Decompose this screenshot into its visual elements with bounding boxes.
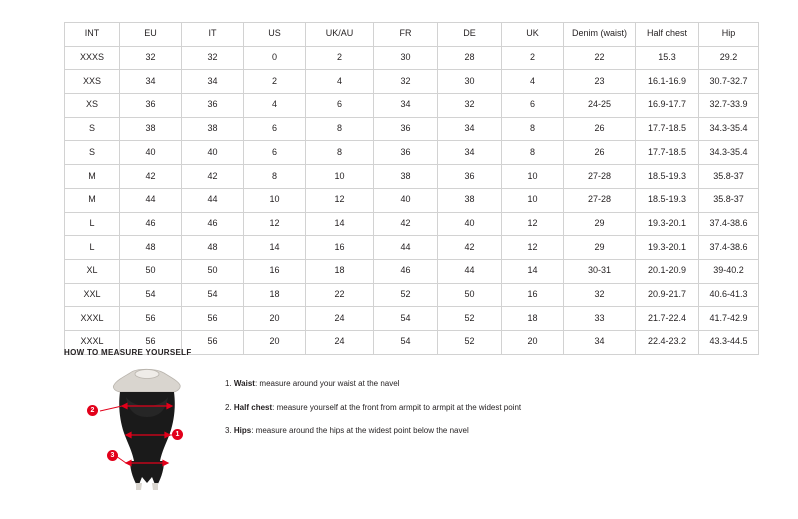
table-cell: 18.5-19.3: [636, 188, 699, 212]
table-cell: 0: [244, 46, 306, 70]
table-cell: 42: [374, 212, 438, 236]
table-cell: 44: [182, 188, 244, 212]
table-cell: 36: [374, 141, 438, 165]
table-cell: 52: [438, 330, 502, 354]
table-cell: 32: [564, 283, 636, 307]
size-label-cell: XXXS: [65, 46, 120, 70]
table-cell: 16: [244, 259, 306, 283]
table-cell: 23: [564, 70, 636, 94]
table-cell: 12: [502, 236, 564, 260]
table-row: [65, 94, 759, 118]
instruction-text: : measure yourself at the front from armpit to armpit at the widest point: [272, 402, 522, 412]
table-cell: 10: [502, 165, 564, 189]
table-cell: 37.4-38.6: [699, 236, 759, 260]
table-cell: 30-31: [564, 259, 636, 283]
how-to-measure-section: [64, 348, 734, 490]
table-cell: 14: [502, 259, 564, 283]
column-header: Hip: [699, 23, 759, 47]
table-cell: 56: [120, 330, 182, 354]
column-header: IT: [182, 23, 244, 47]
table-cell: 41.7-42.9: [699, 307, 759, 331]
table-cell: 54: [120, 283, 182, 307]
table-cell: 12: [502, 212, 564, 236]
table-cell: 19.3-20.1: [636, 212, 699, 236]
table-cell: 40: [374, 188, 438, 212]
table-cell: 34.3-35.4: [699, 141, 759, 165]
table-cell: 30: [438, 70, 502, 94]
table-cell: 39-40.2: [699, 259, 759, 283]
table-row: [65, 307, 759, 331]
column-header: EU: [120, 23, 182, 47]
size-label-cell: S: [65, 117, 120, 141]
table-cell: 29: [564, 212, 636, 236]
figure-badge-3: 3: [107, 450, 118, 461]
table-row: [65, 46, 759, 70]
table-cell: 4: [244, 94, 306, 118]
table-cell: 20: [244, 307, 306, 331]
table-cell: 56: [182, 307, 244, 331]
table-cell: 8: [244, 165, 306, 189]
table-cell: 26: [564, 117, 636, 141]
table-cell: 34: [438, 141, 502, 165]
table-cell: 18: [502, 307, 564, 331]
table-cell: 18: [306, 259, 374, 283]
table-cell: 22.4-23.2: [636, 330, 699, 354]
measure-instructions-list: [225, 365, 521, 450]
table-cell: 36: [182, 94, 244, 118]
table-cell: 16.9-17.7: [636, 94, 699, 118]
measure-instruction-2: [225, 403, 521, 413]
table-cell: 42: [182, 165, 244, 189]
table-cell: 32: [438, 94, 502, 118]
table-cell: 24-25: [564, 94, 636, 118]
table-cell: 50: [438, 283, 502, 307]
size-label-cell: XXS: [65, 70, 120, 94]
column-header: Half chest: [636, 23, 699, 47]
table-cell: 37.4-38.6: [699, 212, 759, 236]
table-cell: 10: [502, 188, 564, 212]
table-cell: 40: [120, 141, 182, 165]
table-cell: 14: [244, 236, 306, 260]
table-cell: 52: [374, 283, 438, 307]
table-cell: 34: [438, 117, 502, 141]
column-header: US: [244, 23, 306, 47]
table-cell: 20: [244, 330, 306, 354]
table-cell: 16.1-16.9: [636, 70, 699, 94]
table-row: [65, 188, 759, 212]
instruction-number: 3.: [225, 426, 234, 436]
table-cell: 29: [564, 236, 636, 260]
instruction-number: 1.: [225, 379, 234, 388]
table-cell: 24: [306, 307, 374, 331]
size-label-cell: L: [65, 212, 120, 236]
table-cell: 40.6-41.3: [699, 283, 759, 307]
table-cell: 2: [502, 46, 564, 70]
table-cell: 34.3-35.4: [699, 117, 759, 141]
column-header: UK: [502, 23, 564, 47]
table-cell: 46: [120, 212, 182, 236]
table-row: [65, 70, 759, 94]
size-label-cell: L: [65, 236, 120, 260]
table-cell: 17.7-18.5: [636, 117, 699, 141]
table-cell: 6: [244, 117, 306, 141]
size-label-cell: XS: [65, 94, 120, 118]
table-cell: 12: [306, 188, 374, 212]
instruction-text: : measure around your waist at the navel: [254, 379, 400, 388]
table-row: [65, 236, 759, 260]
table-row: [65, 165, 759, 189]
table-cell: 50: [120, 259, 182, 283]
table-body: [65, 46, 759, 354]
table-cell: 27-28: [564, 188, 636, 212]
column-header: UK/AU: [306, 23, 374, 47]
size-label-cell: XXXL: [65, 330, 120, 354]
table-cell: 38: [438, 188, 502, 212]
table-cell: 2: [306, 46, 374, 70]
table-cell: 30.7-32.7: [699, 70, 759, 94]
table-cell: 10: [306, 165, 374, 189]
table-cell: 14: [306, 212, 374, 236]
table-cell: 20: [502, 330, 564, 354]
table-cell: 40: [182, 141, 244, 165]
table-cell: 22: [564, 46, 636, 70]
table-cell: 46: [374, 259, 438, 283]
table-cell: 15.3: [636, 46, 699, 70]
table-cell: 34: [182, 70, 244, 94]
measure-instruction-1: [225, 379, 521, 389]
table-cell: 48: [182, 236, 244, 260]
column-header: DE: [438, 23, 502, 47]
table-cell: 8: [306, 141, 374, 165]
table-cell: 38: [120, 117, 182, 141]
table-cell: 42: [120, 165, 182, 189]
table-cell: 18: [244, 283, 306, 307]
table-cell: 36: [374, 117, 438, 141]
table-cell: 29.2: [699, 46, 759, 70]
table-cell: 54: [374, 307, 438, 331]
table-cell: 54: [374, 330, 438, 354]
column-header: Denim (waist): [564, 23, 636, 47]
instruction-number: 2.: [225, 402, 234, 412]
table-cell: 22: [306, 283, 374, 307]
size-chart-table: [64, 22, 759, 355]
table-cell: 38: [182, 117, 244, 141]
table-cell: 32: [120, 46, 182, 70]
table-cell: 43.3-44.5: [699, 330, 759, 354]
table-cell: 16: [306, 236, 374, 260]
table-cell: 17.7-18.5: [636, 141, 699, 165]
table-cell: 10: [244, 188, 306, 212]
table-cell: 18.5-19.3: [636, 165, 699, 189]
table-cell: 56: [120, 307, 182, 331]
table-cell: 52: [438, 307, 502, 331]
table-cell: 4: [502, 70, 564, 94]
table-cell: 19.3-20.1: [636, 236, 699, 260]
column-header: FR: [374, 23, 438, 47]
table-cell: 56: [182, 330, 244, 354]
table-header-row: [65, 23, 759, 47]
table-cell: 8: [306, 117, 374, 141]
table-row: [65, 283, 759, 307]
table-cell: 44: [374, 236, 438, 260]
size-label-cell: XXXL: [65, 307, 120, 331]
table-header: [65, 23, 759, 47]
measure-instruction-3: [225, 426, 521, 436]
table-cell: 8: [502, 141, 564, 165]
size-label-cell: XL: [65, 259, 120, 283]
table-cell: 4: [306, 70, 374, 94]
table-cell: 32.7-33.9: [699, 94, 759, 118]
instruction-text: : measure around the hips at the widest point below the navel: [251, 426, 469, 436]
table-cell: 35.8-37: [699, 188, 759, 212]
size-label-cell: M: [65, 165, 120, 189]
table-cell: 16: [502, 283, 564, 307]
table-cell: 26: [564, 141, 636, 165]
table-cell: 32: [374, 70, 438, 94]
table-cell: 28: [438, 46, 502, 70]
how-to-measure-body: [64, 365, 734, 490]
instruction-term: Waist: [233, 379, 255, 388]
size-label-cell: M: [65, 188, 120, 212]
table-cell: 44: [120, 188, 182, 212]
table-cell: 6: [502, 94, 564, 118]
table-cell: 50: [182, 259, 244, 283]
table-cell: 2: [244, 70, 306, 94]
table-cell: 12: [244, 212, 306, 236]
table-row: [65, 259, 759, 283]
instruction-term: Half chest: [233, 402, 273, 412]
table-cell: 36: [120, 94, 182, 118]
table-cell: 33: [564, 307, 636, 331]
mannequin-illustration: [86, 365, 211, 490]
table-cell: 42: [438, 236, 502, 260]
instruction-term: Hips: [233, 426, 252, 436]
figure-badge-2: 2: [87, 405, 98, 416]
table-cell: 27-28: [564, 165, 636, 189]
table-cell: 34: [120, 70, 182, 94]
size-label-cell: XXL: [65, 283, 120, 307]
table-cell: 6: [244, 141, 306, 165]
size-label-cell: S: [65, 141, 120, 165]
table-cell: 40: [438, 212, 502, 236]
table-row: [65, 141, 759, 165]
table-cell: 36: [438, 165, 502, 189]
body-figure: [86, 365, 211, 490]
table-row: [65, 117, 759, 141]
table-cell: 6: [306, 94, 374, 118]
table-cell: 44: [438, 259, 502, 283]
table-cell: 20.1-20.9: [636, 259, 699, 283]
table-cell: 21.7-22.4: [636, 307, 699, 331]
table-cell: 48: [120, 236, 182, 260]
table-row: [65, 212, 759, 236]
table-cell: 46: [182, 212, 244, 236]
size-chart-table-wrapper: [64, 22, 748, 355]
table-cell: 8: [502, 117, 564, 141]
table-cell: 34: [374, 94, 438, 118]
table-cell: 30: [374, 46, 438, 70]
table-cell: 20.9-21.7: [636, 283, 699, 307]
table-cell: 24: [306, 330, 374, 354]
table-cell: 32: [182, 46, 244, 70]
table-cell: 35.8-37: [699, 165, 759, 189]
table-cell: 54: [182, 283, 244, 307]
figure-badge-1: 1: [172, 429, 183, 440]
column-header: INT: [65, 23, 120, 47]
table-cell: 34: [564, 330, 636, 354]
how-to-measure-title: HOW TO MEASURE YOURSELF: [64, 348, 192, 357]
table-cell: 38: [374, 165, 438, 189]
